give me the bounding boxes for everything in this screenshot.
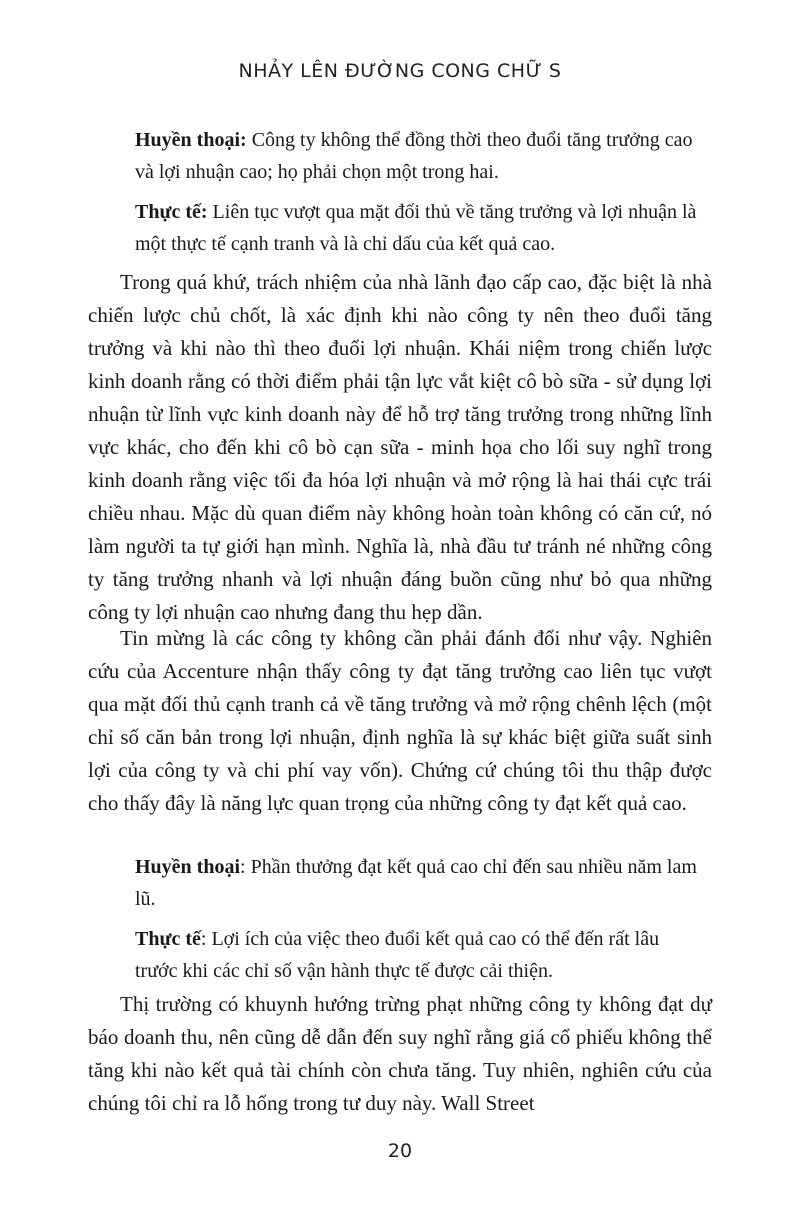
myth-term: Huyền thoại [135, 856, 241, 878]
running-header: NHẢY LÊN ĐƯỜNG CONG CHỮ S [238, 60, 562, 82]
myth-text: Công ty không thể đồng thời theo đuổi tăng trưởng cao và lợi nhuận cao; họ phải chọn một trong hai. [135, 129, 693, 183]
myth-fact-callout-2 [135, 851, 705, 987]
myth-text: : Phần thưởng đạt kết quả cao chỉ đến sau nhiều năm lam lũ. [135, 856, 697, 910]
body-paragraph-3: Thị trường có khuynh hướng trừng phạt những công ty không đạt dự báo doanh thu, nên cũng dễ dẫn đến suy nghĩ rằng giá cổ phiếu không thể tăng khi nào kết quả tài chính còn chưa tăng. Tuy nhiên, nghiên cứu của chúng tôi chỉ ra lỗ hổng trong tư duy này. Wall Street [88, 992, 712, 1115]
body-paragraph-1: Trong quá khứ, trách nhiệm của nhà lãnh đạo cấp cao, đặc biệt là nhà chiến lược chủ chốt, là xác định khi nào công ty nên theo đuổi tăng trưởng và khi nào thì theo đuổi lợi nhuận. Khái niệm trong chiến lược kinh doanh rằng có thời điểm phải tận lực vắt kiệt cô bò sữa - sử dụng lợi nhuận từ lĩnh vực kinh doanh này để hỗ trợ tăng trưởng trong những lĩnh vực khác, cho đến khi cô bò cạn sữa - minh họa cho lối suy nghĩ trong kinh doanh rằng việc tối đa hóa lợi nhuận và mở rộng là hai thái cực trái chiều nhau. Mặc dù quan điểm này không hoàn toàn không có căn cứ, nó làm người ta tự giới hạn mình. Nghĩa là, nhà đầu tư tránh né những công ty tăng trưởng nhanh và lợi nhuận đáng buồn cũng như bỏ qua những công ty lợi nhuận cao nhưng đang thu hẹp dần. [88, 270, 712, 624]
myth-term: Huyền thoại: [135, 129, 247, 151]
body-paragraph-2: Tin mừng là các công ty không cần phải đánh đổi như vậy. Nghiên cứu của Accenture nhận thấy công ty đạt tăng trưởng cao liên tục vượt qua mặt đối thủ cạnh tranh cả về tăng trưởng và mở rộng chênh lệch (một chỉ số căn bản trong lợi nhuận, định nghĩa là sự khác biệt giữa suất sinh lợi của công ty và chi phí vay vốn). Chứng cứ chúng tôi thu thập được cho thấy đây là năng lực quan trọng của những công ty đạt kết quả cao. [88, 626, 712, 815]
page-number: 20 [387, 1140, 413, 1162]
fact-statement [135, 923, 705, 987]
myth-fact-callout-1 [135, 124, 705, 260]
myth-statement [135, 851, 705, 915]
myth-statement [135, 124, 705, 188]
fact-term: Thực tế: [135, 201, 208, 223]
fact-text: : Lợi ích của việc theo đuổi kết quả cao có thể đến rất lâu trước khi các chỉ số vận hành thực tế được cải thiện. [135, 928, 660, 982]
fact-statement [135, 196, 705, 260]
fact-text: Liên tục vượt qua mặt đối thủ về tăng trưởng và lợi nhuận là một thực tế cạnh tranh và là chỉ dấu của kết quả cao. [135, 201, 697, 255]
fact-term: Thực tế [135, 928, 201, 950]
